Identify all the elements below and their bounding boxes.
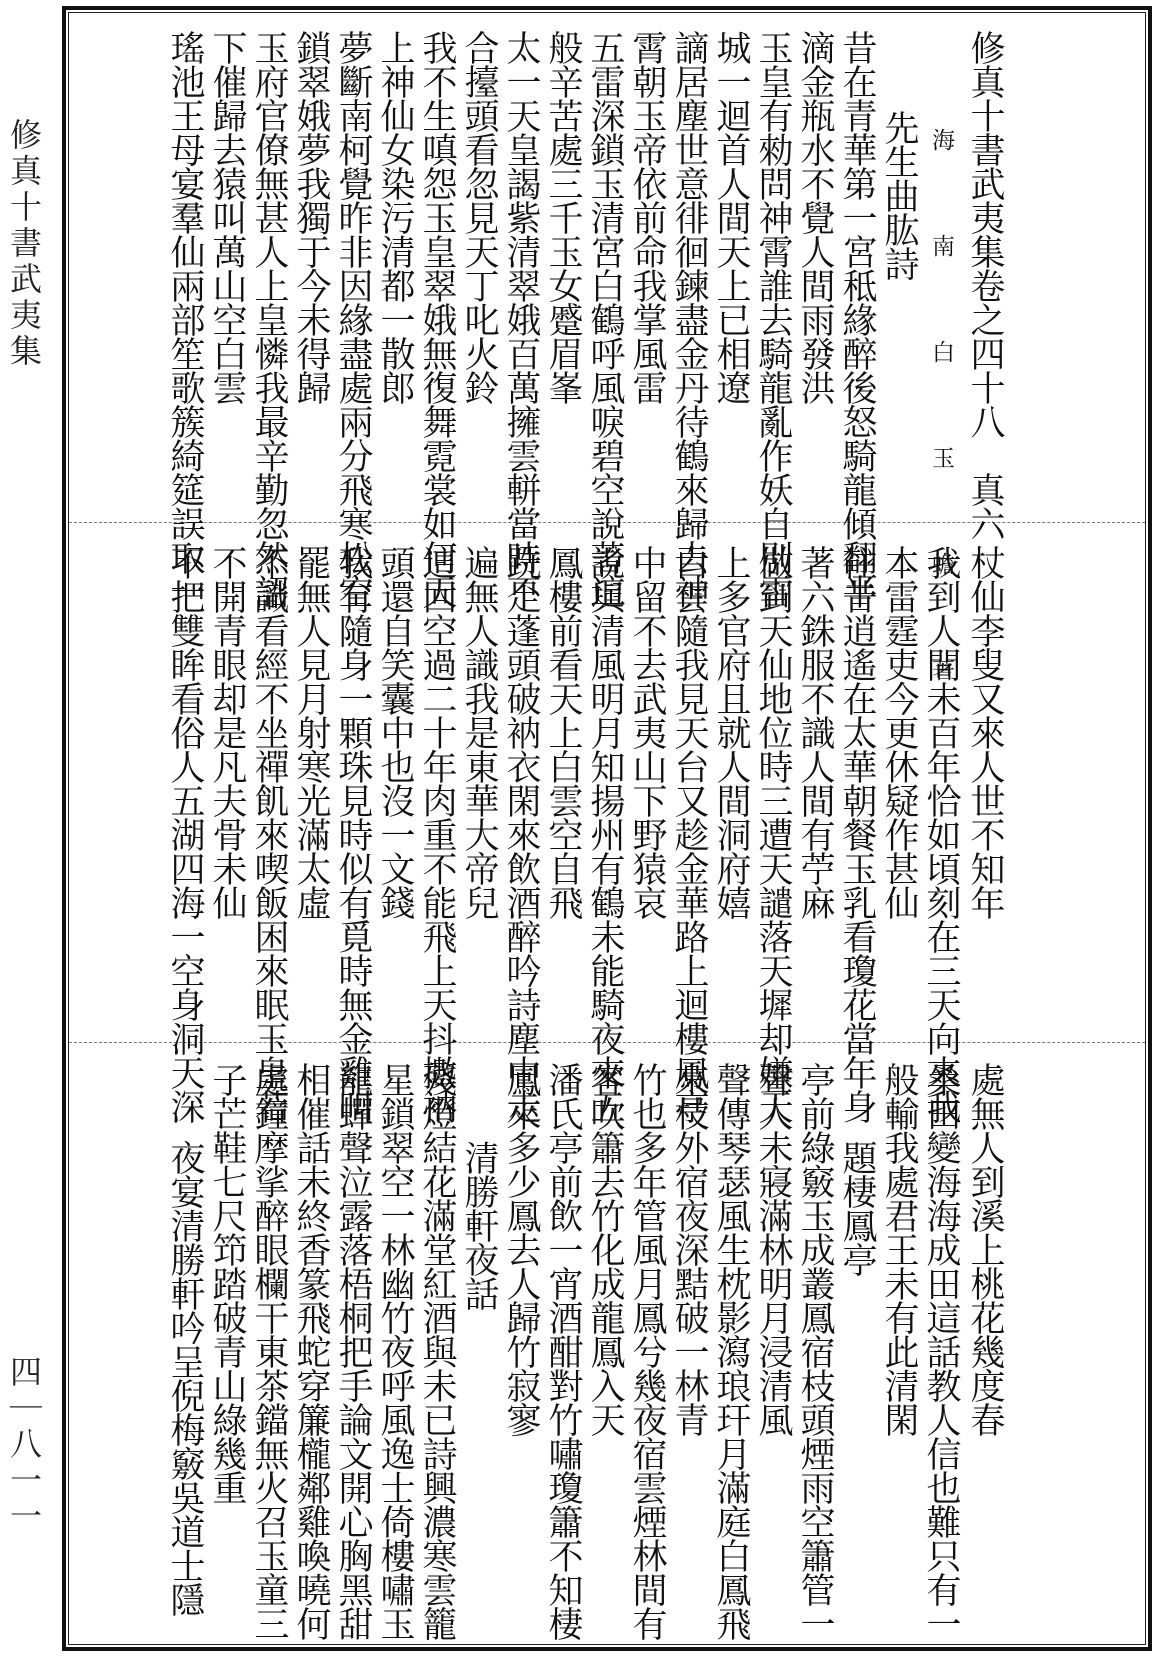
text-column: 潘氏亭前飲一宵酒酣對竹嘯瓊簫不知棲 (543, 1062, 583, 1640)
text-column: 做到天仙地位時三遭天譴落天墀却嫌天 (753, 545, 793, 1123)
text-column: 星鎖翠空一林幽竹夜呼風逸士倚樓嘯玉 (375, 1062, 415, 1640)
text-column: 太一天皇謁紫清翠娥百萬擁雲軿當時不 (501, 30, 541, 608)
text-column: 杖仙李叟又來人世不知年 (965, 545, 1005, 919)
text-column: 我不生嗔怨玉皇翠娥無復舞霓裳如何天 (417, 30, 457, 608)
text-column: 上神仙女染污清都一散郎 (375, 30, 415, 404)
text-column: 昔在青華第一宮秪緣醉後怒騎龍傾翻半 (837, 30, 877, 608)
text-column: 上多官府且就人間洞府嬉 (711, 545, 751, 919)
text-column: 般輸我處君王未有此清閑 (879, 1062, 919, 1436)
text-column: 相催話未終香篆飛蛇穿簾櫳鄰雞喚曉何 (291, 1062, 331, 1640)
text-column: 我有隨身一顆珠見時似有覓時無金雞叫 (333, 545, 373, 1123)
margin-page-number: 四｜八一一 (5, 1355, 43, 1535)
text-column: 跣足蓬頭破衲衣閑來飲酒醉吟詩塵中走 (501, 545, 541, 1123)
text-column: 城一迴首人間天上已相遼 (711, 30, 751, 404)
text-column: 聲人未寢滿林明月浸清風 (753, 1062, 793, 1436)
text-column: 亭前綠竅玉成叢鳳宿枝頭煙雨空簫管一 (795, 1062, 835, 1640)
author-line: 海 南 白 玉 蟾 著 (928, 128, 954, 711)
text-column: 五雷深鎖玉清宮白鶴呼風唳碧空說著這 (585, 30, 625, 608)
text-column: 夢斷南柯覺昨非因緣盡處兩分飛寒松空 (333, 30, 373, 608)
text-column: 往昔逍遙在太華朝餐玉乳看瓊花當年身 (837, 545, 877, 1123)
text-column: 下催歸去猿叫萬山空白雲 (207, 30, 247, 404)
text-column: 子芒鞋七尺笻踏破青山綠幾重 (207, 1062, 247, 1504)
margin-book-title: 修真十書武夷集 (5, 118, 43, 370)
text-column: 瑤池王母宴羣仙兩部笙歌簇綺筵誤取一 (165, 30, 205, 608)
poem-title: 先生曲肱詩 (879, 110, 919, 280)
text-column: 這回空過二十年肉重不能飛上天抖擻衲 (417, 545, 457, 1123)
text-column: 滴金瓶水不覺人間雨發洪 (795, 30, 835, 404)
text-column: 本雷霆吏今更休疑作甚仙 (879, 545, 919, 919)
text-column: 中留不去武夷山下野猿哀 (627, 545, 667, 919)
text-column: 合擡頭看忽見天丁叱火鈴 (459, 30, 499, 404)
text-column: 般辛苦處三千玉女蹙眉峯 (543, 30, 583, 404)
text-column: 鳳樓前看天上白雲空自飛 (543, 545, 583, 919)
text-column: 謫居塵世意徘徊鍊盡金丹待鶴來歸去神 (669, 30, 709, 608)
text-column: 處鐘摩挲醉眼欄干東茶鐺無火召玉童三 (249, 1062, 289, 1640)
text-column: 說與清風明月知揚州有鶴未能騎夜來五 (585, 545, 625, 1123)
text-column: 不把雙眸看俗人五湖四海一空身洞天深 (165, 545, 205, 1123)
text-column: 我到人間未百年恰如頃刻在三天向來我 (921, 545, 961, 1123)
text-column: 桑田變海海成田這話教人信也難只有一 (921, 1062, 961, 1640)
text-column: 聲傳琴瑟風生枕影瀉琅玕月滿庭白鳳飛 (711, 1062, 751, 1640)
text-column: 不開青眼却是凡夫骨未仙 (207, 545, 247, 919)
volume-heading: 修真十書武夷集卷之四十八 真六 (965, 30, 1005, 540)
text-column: 玉皇有勑問神霄誰去騎龍亂作妖自別雷 (753, 30, 793, 608)
text-column: 處無人到溪上桃花幾度春 (965, 1062, 1005, 1436)
text-column: 竹也多年管風月鳳兮幾夜宿雲煙林間有 (627, 1062, 667, 1640)
text-column: 龍蟬聲泣露落梧桐把手論文開心胸黑甜 (333, 1062, 373, 1640)
poem-title: 題棲鳳亭 (837, 1140, 877, 1276)
text-column: 白雲隨我見天台又趁金華路上迴樓鳳亭 (669, 545, 709, 1123)
text-column: 遍無人識我是東華大帝兒 (459, 545, 499, 919)
poem-title: 夜宴清勝軒吟呈倪梅竅吳道士隱 (165, 1140, 205, 1616)
text-column: 鎖翠娥夢我獨于今未得歸 (291, 30, 331, 404)
poem-title: 清勝軒夜話 (459, 1140, 499, 1310)
text-column: 鳳來多少鳳去人歸竹寂寥 (501, 1062, 541, 1436)
text-column: 罷無人見月射寒光滿太虛 (291, 545, 331, 919)
text-column: 霄朝玉帝依前命我掌風雷 (627, 30, 667, 404)
text-column: 不識看經不坐禪飢來喫飯困來眠玉皇若 (249, 545, 289, 1123)
text-column: 客吹簫去竹化成龍鳳入天 (585, 1062, 625, 1436)
text-column: 來枝外宿夜深黠破一林青 (669, 1062, 709, 1436)
text-column: 玉府官僚無甚人上皇憐我最辛勤忽然詔 (249, 30, 289, 608)
text-column: 著六銖服不識人間有苧麻 (795, 545, 835, 919)
text-column: 殘燈結花滿堂紅酒與未已詩興濃寒雲籠 (417, 1062, 457, 1640)
text-column: 頭還自笑囊中也沒一文錢 (375, 545, 415, 919)
